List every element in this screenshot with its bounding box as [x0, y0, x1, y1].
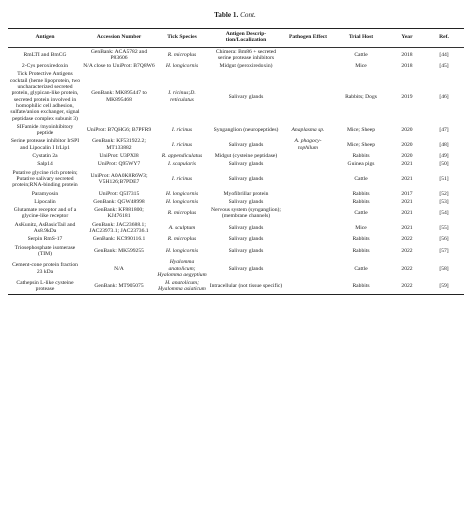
cell-trial-host: Rabbits [352, 247, 370, 254]
cell-accession: GenBank: QGW48998 [93, 198, 145, 205]
cell-ref: [57] [439, 247, 449, 254]
cell-antigen: RmLTI and BmCG [23, 51, 67, 58]
cell-year: 2017 [401, 190, 413, 197]
cell-antigen: Serpin RmS-17 [27, 236, 63, 243]
cell-accession: GenBank: MK895447 to MK895468 [91, 90, 147, 103]
cell-pathogen-effect [284, 190, 332, 198]
table-caption-suffix: Cont. [240, 11, 256, 19]
cell-ref: [56] [439, 236, 449, 243]
cell-trial-host: Cattle [354, 51, 368, 58]
cell-trial-host: Rabbits [352, 190, 370, 197]
cell-description: Synganglion (neuropeptides) [213, 127, 279, 133]
cell-accession: UniProt: B7QHG6; B7PFR9 [86, 127, 152, 133]
cell-ref: [58] [439, 265, 449, 272]
cell-ref: [49] [439, 153, 449, 160]
cell-ref: [44] [439, 51, 449, 58]
cell-trial-host: Rabbits [332, 279, 390, 294]
cell-pathogen-effect [284, 62, 332, 70]
cell-accession: GenBank: ACA5782 and P83606 [90, 48, 148, 61]
cell-antigen: AsKunitz, AsBasicTail and As8.9kDa [14, 221, 76, 235]
cell-accession: UniProt: Q95WY7 [97, 161, 141, 168]
cell-ref: [59] [424, 279, 464, 294]
cell-tick-species: R. microplus [167, 210, 197, 217]
cell-tick-species: I. ricinus [171, 127, 193, 133]
cell-accession: N/A [114, 265, 124, 272]
cell-trial-host: Cattle [354, 265, 368, 272]
table-row [8, 244, 464, 259]
cell-tick-species: H. longicornis [165, 63, 199, 70]
cell-antigen: Cathepsin L-like cysteine protease [8, 279, 82, 294]
col-header-trial-host: Trial Host [332, 29, 390, 48]
cell-description: Salivary glands [228, 93, 264, 100]
cell-year: 2022 [390, 279, 424, 294]
cell-antigen: Cement-cone protein fraction 23 kDa [12, 262, 78, 275]
table-row [8, 160, 464, 168]
antigen-table [8, 28, 464, 295]
cell-tick-species: I. ricinus [171, 141, 193, 148]
cell-year: 2018 [401, 63, 413, 70]
table-header-row [8, 29, 464, 48]
cell-description: Midgut (cysteine peptidase) [214, 153, 278, 160]
cell-description: Salivary glands [228, 236, 264, 243]
table-row [8, 137, 464, 152]
cell-antigen: 2-Cys peroxiredoxin [21, 63, 69, 70]
cell-ref: [48] [439, 141, 449, 148]
cell-accession: GenBank: MK599255 [94, 247, 144, 254]
cell-year: 2018 [401, 51, 413, 58]
table-row [8, 206, 464, 221]
cell-antigen: Paramyosin [31, 190, 59, 197]
cell-year: 2021 [401, 210, 413, 217]
cell-pathogen-effect [284, 160, 332, 168]
cell-trial-host: Cattle [354, 210, 368, 217]
cell-tick-species: I. scapularis [168, 161, 196, 168]
table-row [8, 62, 464, 70]
cell-ref: [50] [439, 161, 449, 168]
col-header-antigen: Antigen [8, 29, 82, 48]
cell-pathogen-effect [284, 47, 332, 62]
table-row [8, 169, 464, 190]
cell-ref: [46] [439, 93, 449, 100]
cell-accession: GenBank: KF531922.2; MT133882 [92, 138, 146, 151]
table-caption [0, 11, 470, 19]
cell-ref: [51] [439, 175, 449, 182]
col-header-ref: Ref. [424, 29, 464, 48]
cell-trial-host: Mice; Sheep [346, 141, 376, 148]
cell-pathogen-effect [284, 152, 332, 160]
col-header-year: Year [390, 29, 424, 48]
cell-antigen: Putative glycine rich protein; Putative salivary secreted protein;RNA-binding protein [12, 169, 78, 189]
cell-tick-species: H. longicornis [165, 247, 199, 254]
cell-pathogen-effect: A. phagocy-tophilum [294, 138, 322, 151]
cell-accession: GenBank: KF881800; KJ476181 [94, 207, 144, 220]
cell-trial-host: Mice; Sheep [346, 127, 376, 133]
cell-description: Intracellular (not tissue specific) [208, 279, 284, 294]
cell-pathogen-effect [284, 244, 332, 259]
cell-pathogen-effect [284, 235, 332, 243]
cell-year: 2022 [401, 247, 413, 254]
cell-trial-host: Guinea pigs [347, 161, 375, 168]
table-row [8, 235, 464, 243]
table-row [8, 190, 464, 198]
cell-antigen: Lipocalin [34, 198, 56, 205]
cell-pathogen-effect [284, 198, 332, 206]
cell-tick-species: I. ricinus;D. reticulatus [168, 90, 196, 103]
cell-ref: [53] [439, 198, 449, 205]
cell-year: 2020 [401, 127, 413, 133]
cell-tick-species: Hyalomma anatolicum; Hyalomma aegyptium [157, 259, 207, 278]
cell-description: Salivary glands [228, 224, 264, 231]
cell-year: 2022 [401, 236, 413, 243]
col-header-description: Antigen Descrip-tion/Localization [208, 29, 284, 48]
cell-year: 2022 [401, 265, 413, 272]
cell-trial-host: Mice [355, 224, 367, 231]
cell-pathogen-effect [284, 206, 332, 221]
table-row [8, 123, 464, 138]
cell-pathogen-effect [284, 221, 332, 236]
table-row [8, 279, 464, 294]
cell-accession: UniProt: A0A0K8R6W3; V5H126;B7PDE7 [90, 172, 148, 186]
col-header-accession: Accession Number [82, 29, 156, 48]
cell-accession: GenBank: MT905075 [82, 279, 156, 294]
cell-trial-host: Rabbits; Dogs [345, 93, 377, 100]
cell-tick-species: H. anatolicum; Hyalomma asiaticum [156, 279, 208, 294]
cell-accession: UniProt: Q5I7315 [98, 190, 140, 197]
cell-antigen: Salp14 [37, 161, 53, 168]
cell-pathogen-effect [284, 70, 332, 122]
cell-tick-species: R. appendiculatus [161, 153, 203, 160]
table-row [8, 152, 464, 160]
cell-year: 2021 [401, 175, 413, 182]
col-header-tick-species: Tick Species [156, 29, 208, 48]
cell-pathogen-effect [284, 258, 332, 279]
cell-trial-host: Rabbits [352, 153, 370, 160]
table-row [8, 258, 464, 279]
cell-pathogen-effect [284, 169, 332, 190]
cell-antigen: Cystatin 2a [32, 153, 58, 160]
cell-description: Nervous system (synganglion); (membrane channels) [211, 207, 281, 220]
cell-description: Chimera: Bm86 + secreted serine protease inhibitors [215, 48, 277, 61]
cell-accession: N/A close to UniProt: B7Q8W6 [83, 63, 155, 70]
cell-year: 2019 [401, 93, 413, 100]
cell-tick-species: I. ricinus [171, 175, 193, 182]
cell-tick-species: R. microplus [167, 51, 197, 58]
table-row [8, 221, 464, 236]
cell-trial-host: Rabbits [352, 198, 370, 205]
table-body [8, 47, 464, 294]
cell-accession: GenBank: JAC23688.1; JAC23973.1; JAC23736.1 [89, 221, 149, 235]
cell-ref: [55] [439, 224, 449, 231]
cell-tick-species: R. microplus [167, 236, 197, 243]
cell-description: Salivary glands [228, 175, 264, 182]
col-header-pathogen-effect: Pathogen Effect [284, 29, 332, 48]
table-row [8, 198, 464, 206]
cell-ref: [52] [439, 190, 449, 197]
cell-accession: UniProt: U3PXI8 [99, 153, 139, 160]
cell-antigen: Serine protease inhibitor IrSPI and Lipocalin I IrLip1 [10, 138, 80, 151]
cell-description: Salivary glands [228, 247, 264, 254]
cell-description: Salivary glands [228, 265, 264, 272]
cell-tick-species: H. longicornis [165, 198, 199, 205]
cell-description: Salivary glands [228, 161, 264, 168]
table-row [8, 70, 464, 122]
cell-year: 2021 [401, 198, 413, 205]
cell-trial-host: Cattle [354, 175, 368, 182]
cell-antigen: Tick Protective Antigens cocktail (heme lipoprotein, two uncharacterized secreted protein, glypican-like protein, secreted protein involved in homophilic cell adhesion, sulfate/anion exchanger, signal peptidase complex subunit 3) [9, 71, 81, 122]
cell-description: Salivary glands [228, 141, 264, 148]
table-caption-label: Table 1. [214, 11, 239, 19]
cell-trial-host: Mice [355, 63, 367, 70]
cell-tick-species: A. sculptum [168, 224, 196, 231]
cell-year: 2020 [401, 141, 413, 148]
cell-antigen: Triosephosphate isomerase (TIM) [14, 244, 76, 257]
table-row [8, 47, 464, 62]
cell-year: 2020 [401, 153, 413, 160]
cell-year: 2021 [401, 224, 413, 231]
cell-description: Salivary glands [228, 198, 264, 205]
cell-description: Myofibrillar protein [223, 190, 269, 197]
cell-antigen: SIFamide /myoinhibitory peptide [16, 123, 74, 137]
cell-ref: [47] [439, 127, 449, 133]
cell-accession: GenBank: KC990116.1 [92, 236, 146, 243]
cell-ref: [54] [439, 210, 449, 217]
cell-ref: [45] [439, 63, 449, 70]
cell-pathogen-effect [284, 279, 332, 294]
cell-pathogen-effect: Anaplasma sp. [291, 127, 325, 133]
cell-trial-host: Rabbits [352, 236, 370, 243]
cell-antigen: Glutamate receptor and of a glycine-like receptor [13, 207, 77, 220]
cell-tick-species: H. longicornis [165, 190, 199, 197]
cell-year: 2021 [401, 161, 413, 168]
cell-description: Midgut (peroxiredoxin) [219, 63, 273, 70]
